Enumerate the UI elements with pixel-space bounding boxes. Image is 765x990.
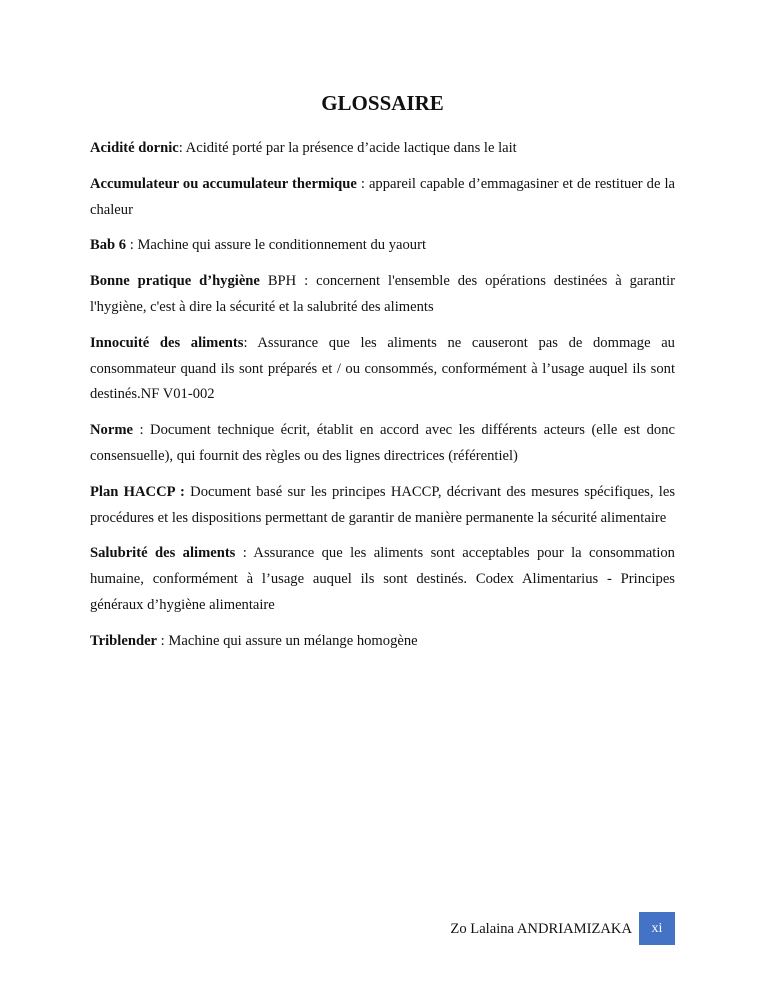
glossary-definition: : Assurance que les aliments ne causeront pas de dommage au consommateur quand ils sont préparés et / ou consommés, conformément à l’usage auquel ils sont destinés.NF V01-002 [90, 334, 675, 403]
glossary-definition: : Document technique écrit, établit en accord avec les différents acteurs (elle est donc consensuelle), qui fournit des règles ou des lignes directrices (référentiel) [90, 422, 675, 464]
glossary-term: Norme [90, 422, 133, 439]
glossary-entry [90, 331, 675, 408]
author-name: Zo Lalaina ANDRIAMIZAKA [450, 921, 632, 937]
page-footer [0, 912, 765, 945]
glossary-term: Accumulateur ou accumulateur thermique [90, 175, 357, 192]
glossary-entry [90, 269, 675, 321]
glossary-term: Salubrité des aliments [90, 545, 236, 562]
glossary-definition: : Assurance que les aliments sont acceptables pour la consommation humaine, conformément à l’usage auquel ils sont destinés. Codex Alimentarius - Principes généraux d’hygiène alimentaire [90, 545, 675, 613]
glossary-entry [90, 418, 675, 470]
glossary-definition: : appareil capable d’emmagasiner et de restituer de la chaleur [90, 175, 675, 218]
page-title: GLOSSAIRE [321, 91, 444, 115]
page-number-badge: xi [639, 912, 675, 945]
glossary-definition: Document basé sur les principes HACCP, décrivant des mesures spécifiques, les procédures et les dispositions permettant de garantir de manière permanente la sécurité alimentaire [90, 483, 675, 526]
glossary-entry [90, 629, 675, 655]
glossary-term: Bab 6 [90, 237, 127, 254]
glossary-entry [90, 541, 675, 618]
glossary-entry [90, 136, 675, 162]
glossary-definition: : Acidité porté par la présence d’acide lactique dans le lait [178, 140, 517, 156]
glossary-entry [90, 233, 675, 259]
glossary-term: Triblender [90, 632, 158, 649]
glossary-term: Innocuité des aliments [90, 334, 244, 351]
glossary-list [90, 136, 675, 665]
glossary-definition: : Machine qui assure le conditionnement du yaourt [126, 237, 426, 254]
glossary-term: Plan HACCP : [90, 483, 185, 500]
glossary-definition: : Machine qui assure un mélange homogène [157, 632, 418, 649]
glossary-definition: BPH : concernent l'ensemble des opérations destinées à garantir l'hygiène, c'est à dire la sécurité et la salubrité des aliments [90, 273, 675, 315]
glossary-entry [90, 172, 675, 224]
glossary-term: Bonne pratique d’hygiène [90, 273, 260, 290]
glossary-term: Acidité dornic [90, 140, 179, 156]
glossary-entry [90, 480, 675, 532]
